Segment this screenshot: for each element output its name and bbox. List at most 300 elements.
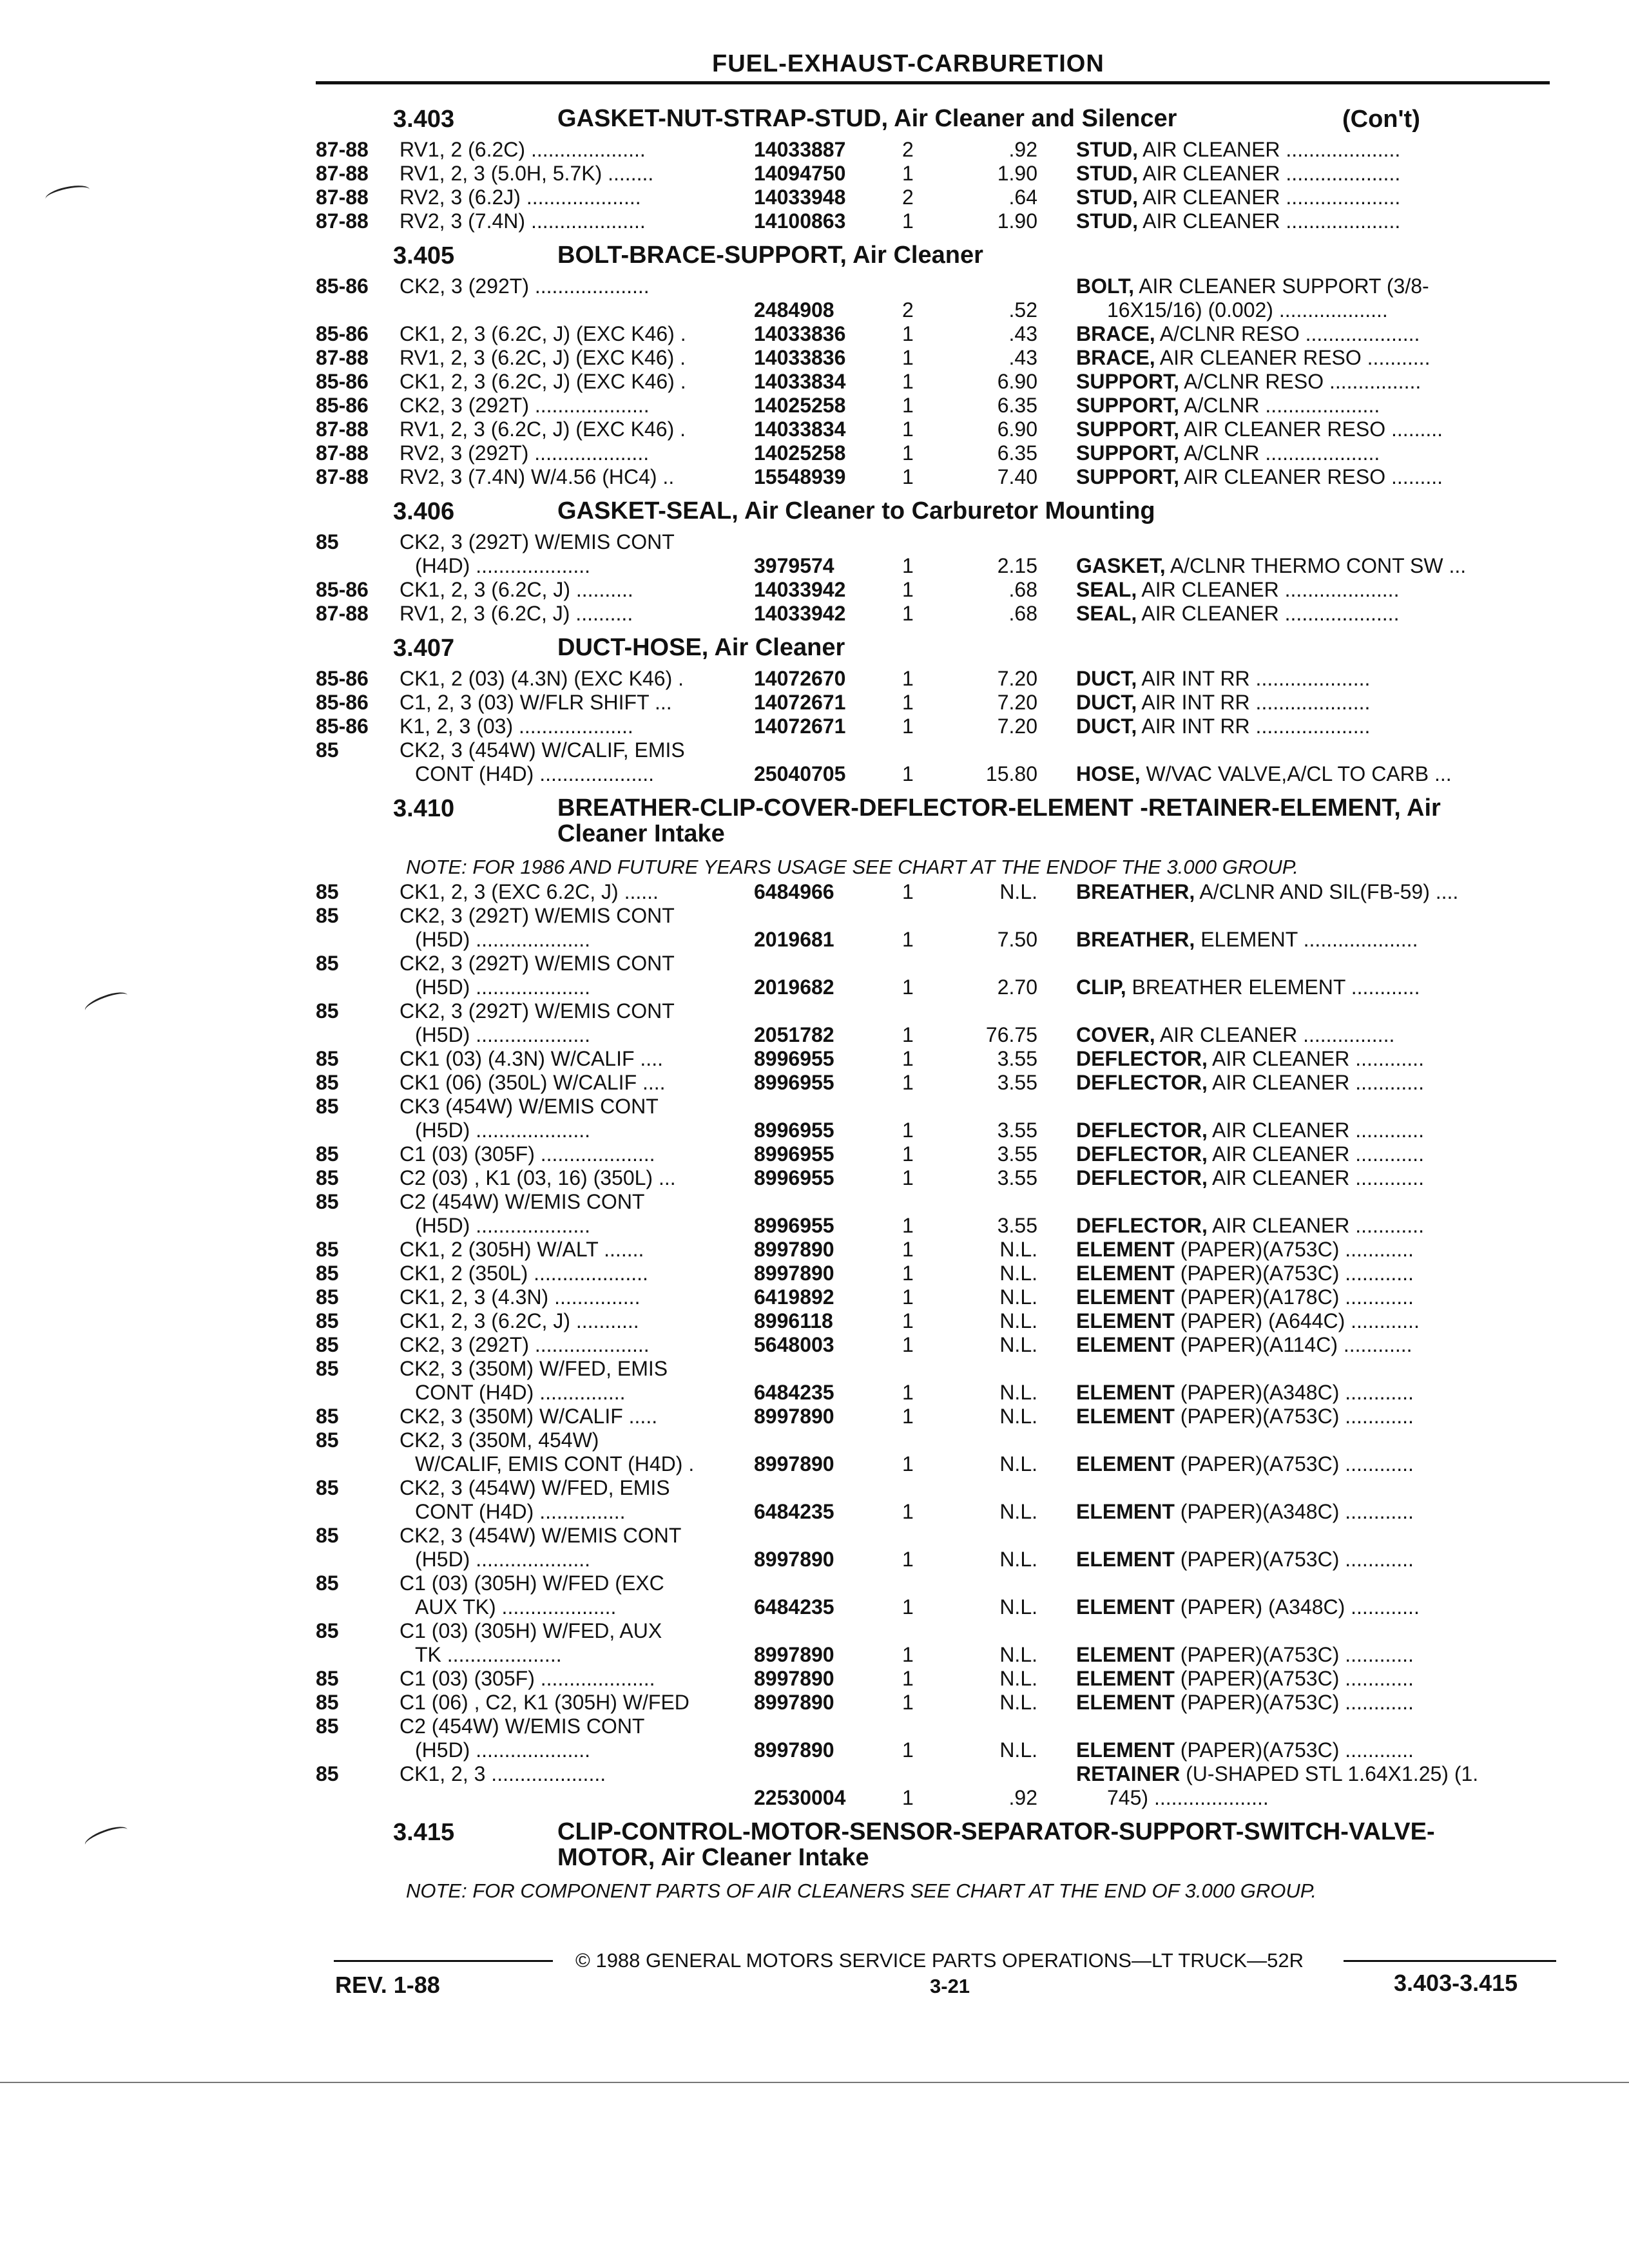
part-name-line: ELEMENT (PAPER)(A178C) ............ <box>1076 1285 1414 1309</box>
part-name <box>1076 394 1553 418</box>
model-years: 85 <box>316 1047 339 1070</box>
price: 2.15 <box>997 554 1037 577</box>
part-name <box>1076 1333 1553 1357</box>
description-line: RV1, 2, 3 (5.0H, 5.7K) ........ <box>400 162 654 185</box>
application-description <box>400 1691 689 1715</box>
part-row <box>316 346 1559 370</box>
quantity: 1 <box>902 762 914 785</box>
part-number: 14033836 <box>754 346 846 369</box>
quantity: 1 <box>902 1548 914 1571</box>
parts-catalog <box>316 97 1559 1904</box>
part-number: 2051782 <box>754 1023 834 1046</box>
description-line: W/CALIF, EMIS CONT (H4D) . <box>415 1452 695 1475</box>
section-heading <box>316 629 1559 667</box>
part-number: 15548939 <box>754 465 846 488</box>
part-name <box>1076 209 1553 233</box>
price: .43 <box>1008 322 1037 345</box>
quantity: 1 <box>902 1333 914 1356</box>
part-name-line: ELEMENT (PAPER)(A348C) ............ <box>1076 1381 1414 1404</box>
price: 6.35 <box>997 441 1037 465</box>
price: 7.40 <box>997 465 1037 488</box>
part-name-line: BREATHER, ELEMENT .................... <box>1076 928 1418 951</box>
price: 6.90 <box>997 370 1037 393</box>
quantity: 1 <box>902 1738 914 1762</box>
part-name-line: DUCT, AIR INT RR .................... <box>1076 667 1371 690</box>
application-description <box>400 162 653 186</box>
description-line: RV2, 3 (292T) .................... <box>400 441 650 465</box>
application-description <box>400 667 684 691</box>
part-row <box>316 370 1559 394</box>
application-description <box>400 602 633 626</box>
part-row <box>316 1405 1559 1428</box>
application-description <box>400 1571 664 1619</box>
price: N.L. <box>999 1738 1037 1762</box>
part-name <box>1076 1405 1553 1428</box>
price: .68 <box>1008 578 1037 601</box>
part-name-line: DEFLECTOR, AIR CLEANER ............ <box>1076 1119 1424 1142</box>
part-name-line: GASKET, A/CLNR THERMO CONT SW ... <box>1076 554 1467 577</box>
section-title: GASKET-SEAL, Air Cleaner to Carburetor Mounting <box>557 497 1155 524</box>
application-description <box>400 394 650 418</box>
description-line: C1 (03) (305H) W/FED, AUX <box>400 1619 662 1642</box>
model-years: 85 <box>316 1667 339 1690</box>
description-line: RV2, 3 (7.4N) W/4.56 (HC4) .. <box>400 465 675 488</box>
part-name <box>1076 1071 1553 1095</box>
application-description <box>400 1405 657 1428</box>
price: .64 <box>1008 186 1037 209</box>
description-line: CK1 (03) (4.3N) W/CALIF .... <box>400 1047 663 1070</box>
part-row <box>316 880 1559 904</box>
price: 3.55 <box>997 1214 1037 1237</box>
part-number: 2484908 <box>754 298 834 322</box>
quantity: 1 <box>902 1214 914 1237</box>
price: .52 <box>1008 298 1037 322</box>
description-line: CK2, 3 (350M) W/FED, EMIS <box>400 1357 668 1380</box>
part-name-line: SUPPORT, AIR CLEANER RESO ......... <box>1076 465 1443 488</box>
section-heading <box>316 237 1559 274</box>
description-line: AUX TK) .................... <box>415 1595 617 1619</box>
application-description <box>400 1524 681 1571</box>
model-years: 85-86 <box>316 715 369 738</box>
part-name <box>1076 138 1553 162</box>
part-name-line: SEAL, AIR CLEANER .................... <box>1076 578 1400 601</box>
part-name-line: 745) .................... <box>1107 1786 1269 1809</box>
part-number: 6484235 <box>754 1595 834 1619</box>
part-row <box>316 138 1559 162</box>
section-title: CLIP-CONTROL-MOTOR-SENSOR-SEPARATOR-SUPPORT-SWITCH-VALVE-MOTOR, Air Cleaner Intake <box>557 1818 1435 1871</box>
part-name <box>1076 1738 1553 1762</box>
part-name <box>1076 441 1553 465</box>
quantity: 1 <box>902 370 914 393</box>
part-number: 8996955 <box>754 1047 834 1070</box>
part-name <box>1076 1047 1553 1071</box>
part-number: 8997890 <box>754 1691 834 1714</box>
quantity: 1 <box>902 602 914 625</box>
scan-edge-line <box>0 2082 1629 2083</box>
description-line: CK1, 2 (350L) .................... <box>400 1262 648 1285</box>
part-name-line: ELEMENT (PAPER) (A348C) ............ <box>1076 1595 1420 1619</box>
part-name-line: ELEMENT (PAPER)(A753C) ............ <box>1076 1643 1414 1666</box>
model-years: 85-86 <box>316 667 369 690</box>
model-years: 85 <box>316 1333 339 1356</box>
model-years: 85 <box>316 1238 339 1261</box>
application-description <box>400 1476 670 1524</box>
model-years: 87-88 <box>316 418 369 441</box>
part-row <box>316 904 1559 952</box>
part-name-line: SUPPORT, A/CLNR .................... <box>1076 441 1380 465</box>
section-number: 3.405 <box>393 242 455 269</box>
price: N.L. <box>999 1691 1037 1714</box>
part-name <box>1076 1119 1553 1142</box>
part-name-line: DEFLECTOR, AIR CLEANER ............ <box>1076 1166 1424 1189</box>
part-name-line: STUD, AIR CLEANER .................... <box>1076 162 1401 185</box>
part-number: 14072671 <box>754 715 846 738</box>
model-years: 85 <box>316 1357 339 1380</box>
application-description <box>400 465 674 489</box>
model-years: 85 <box>316 1715 339 1738</box>
model-years: 85 <box>316 904 339 927</box>
scan-mark <box>82 1823 130 1852</box>
quantity: 1 <box>902 1643 914 1666</box>
scan-mark <box>82 988 130 1018</box>
price: N.L. <box>999 880 1037 903</box>
model-years: 85-86 <box>316 691 369 714</box>
part-name <box>1076 1762 1553 1810</box>
model-years: 85 <box>316 1142 339 1166</box>
description-line: C1 (03) (305H) W/FED (EXC <box>400 1571 664 1595</box>
description-line: CK3 (454W) W/EMIS CONT <box>400 1095 659 1118</box>
price: N.L. <box>999 1309 1037 1332</box>
part-name-line: STUD, AIR CLEANER .................... <box>1076 186 1401 209</box>
quantity: 1 <box>902 880 914 903</box>
price: .92 <box>1008 1786 1037 1809</box>
section-title: BREATHER-CLIP-COVER-DEFLECTOR-ELEMENT -RETAINER-ELEMENT, Air Cleaner Intake <box>557 794 1441 847</box>
part-name <box>1076 370 1553 394</box>
price: N.L. <box>999 1452 1037 1475</box>
part-name <box>1076 1691 1553 1715</box>
price: 3.55 <box>997 1119 1037 1142</box>
section-title: DUCT-HOSE, Air Cleaner <box>557 634 845 661</box>
part-row <box>316 394 1559 418</box>
part-number: 14033948 <box>754 186 846 209</box>
application-description <box>400 441 649 465</box>
part-name-line: DEFLECTOR, AIR CLEANER ............ <box>1076 1214 1424 1237</box>
description-line: C1, 2, 3 (03) W/FLR SHIFT ... <box>400 691 672 714</box>
part-row <box>316 1309 1559 1333</box>
part-name <box>1076 1285 1553 1309</box>
part-name <box>1076 346 1553 370</box>
section-number: 3.403 <box>393 106 455 133</box>
quantity: 1 <box>902 554 914 577</box>
part-name <box>1076 1548 1553 1571</box>
description-line: (H5D) .................... <box>415 1548 591 1571</box>
page-header-title: FUEL-EXHAUST-CARBURETION <box>712 50 1104 77</box>
part-number: 8997890 <box>754 1238 834 1261</box>
part-row <box>316 1238 1559 1262</box>
part-row <box>316 441 1559 465</box>
quantity: 1 <box>902 1119 914 1142</box>
application-description <box>400 370 686 394</box>
part-row <box>316 1047 1559 1071</box>
application-description <box>400 904 675 952</box>
price: 3.55 <box>997 1166 1037 1189</box>
section-continued: (Con't) <box>1342 106 1420 133</box>
model-years: 85 <box>316 1095 339 1118</box>
part-row <box>316 1166 1559 1190</box>
model-years: 87-88 <box>316 346 369 369</box>
quantity: 1 <box>902 1023 914 1046</box>
description-line: (H5D) .................... <box>415 975 591 999</box>
description-line: CK1, 2, 3 (6.2C, J) ........... <box>400 1309 639 1332</box>
part-name-line: SUPPORT, AIR CLEANER RESO ......... <box>1076 418 1443 441</box>
model-years: 85 <box>316 952 339 975</box>
model-years: 85-86 <box>316 274 369 298</box>
part-number: 14094750 <box>754 162 846 185</box>
part-name <box>1076 975 1553 999</box>
part-name-line: ELEMENT (PAPER)(A753C) ............ <box>1076 1452 1414 1475</box>
price: 1.90 <box>997 162 1037 185</box>
quantity: 1 <box>902 1667 914 1690</box>
application-description <box>400 952 675 999</box>
part-row <box>316 1715 1559 1762</box>
part-row <box>316 715 1559 738</box>
quantity: 1 <box>902 1786 914 1809</box>
part-name <box>1076 762 1553 786</box>
part-number: 14100863 <box>754 209 846 233</box>
part-row <box>316 602 1559 626</box>
part-name-line: ELEMENT (PAPER)(A348C) ............ <box>1076 1500 1414 1523</box>
part-number: 14033836 <box>754 322 846 345</box>
description-line: C2 (454W) W/EMIS CONT <box>400 1190 645 1213</box>
application-description <box>400 1142 655 1166</box>
part-number: 8996955 <box>754 1071 834 1094</box>
section-number: 3.415 <box>393 1819 455 1846</box>
part-number: 25040705 <box>754 762 846 785</box>
quantity: 1 <box>902 1381 914 1404</box>
application-description <box>400 715 633 738</box>
price: 6.35 <box>997 394 1037 417</box>
description-line: CK1, 2, 3 (EXC 6.2C, J) ...... <box>400 880 659 903</box>
description-line: RV2, 3 (6.2J) .................... <box>400 186 641 209</box>
application-description <box>400 1428 694 1476</box>
application-description <box>400 1333 650 1357</box>
application-description <box>400 999 675 1047</box>
section-heading <box>316 101 1559 138</box>
part-name <box>1076 667 1553 691</box>
section-title: GASKET-NUT-STRAP-STUD, Air Cleaner and Silencer <box>557 105 1177 132</box>
part-number: 14072671 <box>754 691 846 714</box>
part-name <box>1076 1262 1553 1285</box>
application-description <box>400 1619 662 1667</box>
part-row <box>316 530 1559 578</box>
part-name <box>1076 554 1553 578</box>
part-row <box>316 162 1559 186</box>
part-name-line: ELEMENT (PAPER)(A753C) ............ <box>1076 1691 1414 1714</box>
part-number: 22530004 <box>754 1786 846 1809</box>
description-line: (H5D) .................... <box>415 1119 591 1142</box>
price: 6.90 <box>997 418 1037 441</box>
model-years: 87-88 <box>316 465 369 488</box>
model-years: 85 <box>316 880 339 903</box>
model-years: 85-86 <box>316 394 369 417</box>
application-description <box>400 880 659 904</box>
part-number: 8997890 <box>754 1452 834 1475</box>
part-name <box>1076 1309 1553 1333</box>
scan-mark <box>44 182 91 206</box>
description-line: CK1, 2, 3 (6.2C, J) .......... <box>400 578 633 601</box>
application-description <box>400 691 672 715</box>
part-number: 14033887 <box>754 138 846 161</box>
model-years: 87-88 <box>316 209 369 233</box>
model-years: 85 <box>316 1071 339 1094</box>
description-line: RV1, 2, 3 (6.2C, J) (EXC K46) . <box>400 418 686 441</box>
price: N.L. <box>999 1381 1037 1404</box>
description-line: CK2, 3 (292T) W/EMIS CONT <box>400 952 675 975</box>
description-line: CK1, 2, 3 .................... <box>400 1762 606 1785</box>
description-line: CK2, 3 (350M) W/CALIF ..... <box>400 1405 658 1428</box>
part-name-line: RETAINER (U-SHAPED STL 1.64X1.25) (1. <box>1076 1762 1479 1785</box>
part-number: 8997890 <box>754 1738 834 1762</box>
quantity: 1 <box>902 1071 914 1094</box>
price: 7.20 <box>997 667 1037 690</box>
price: .43 <box>1008 346 1037 369</box>
part-number: 14033942 <box>754 578 846 601</box>
quantity: 1 <box>902 1142 914 1166</box>
application-description <box>400 1357 668 1405</box>
description-line: CK2, 3 (292T) W/EMIS CONT <box>400 530 675 553</box>
part-name <box>1076 1238 1553 1262</box>
description-line: CK1, 2 (305H) W/ALT ....... <box>400 1238 644 1261</box>
price: 3.55 <box>997 1142 1037 1166</box>
description-line: CK2, 3 (454W) W/FED, EMIS <box>400 1476 670 1499</box>
quantity: 1 <box>902 1262 914 1285</box>
quantity: 1 <box>902 1166 914 1189</box>
part-name <box>1076 1500 1553 1524</box>
section-number: 3.410 <box>393 795 455 822</box>
price: 3.55 <box>997 1071 1037 1094</box>
part-name-line: ELEMENT (PAPER)(A753C) ............ <box>1076 1667 1414 1690</box>
model-years: 85 <box>316 1309 339 1332</box>
description-line: (H5D) .................... <box>415 1738 591 1762</box>
description-line: CK1, 2, 3 (6.2C, J) (EXC K46) . <box>400 322 686 345</box>
application-description <box>400 1047 663 1071</box>
quantity: 1 <box>902 578 914 601</box>
part-name-line: ELEMENT (PAPER)(A753C) ............ <box>1076 1405 1414 1428</box>
part-name-line: ELEMENT (PAPER)(A753C) ............ <box>1076 1548 1414 1571</box>
section-note: NOTE: FOR COMPONENT PARTS OF AIR CLEANERS SEE CHART AT THE END OF 3.000 GROUP. <box>406 1879 1317 1902</box>
description-line: RV2, 3 (7.4N) .................... <box>400 209 646 233</box>
model-years: 87-88 <box>316 138 369 161</box>
part-row <box>316 1262 1559 1285</box>
quantity: 1 <box>902 209 914 233</box>
part-name-line: DEFLECTOR, AIR CLEANER ............ <box>1076 1047 1424 1070</box>
description-line: CK2, 3 (292T) .................... <box>400 274 650 298</box>
part-row <box>316 1190 1559 1238</box>
model-years: 85 <box>316 1524 339 1547</box>
quantity: 1 <box>902 441 914 465</box>
price: N.L. <box>999 1643 1037 1666</box>
part-number: 8997890 <box>754 1262 834 1285</box>
section-heading <box>316 493 1559 530</box>
part-row <box>316 738 1559 786</box>
part-row <box>316 667 1559 691</box>
price: .68 <box>1008 602 1037 625</box>
model-years: 87-88 <box>316 441 369 465</box>
part-name-line: ELEMENT (PAPER)(A114C) ............ <box>1076 1333 1412 1356</box>
application-description <box>400 1071 666 1095</box>
part-name <box>1076 418 1553 441</box>
section-number: 3.406 <box>393 498 455 525</box>
description-line: TK .................... <box>415 1643 562 1666</box>
model-years: 87-88 <box>316 162 369 185</box>
price: 1.90 <box>997 209 1037 233</box>
part-number: 6484235 <box>754 1381 834 1404</box>
part-number: 8997890 <box>754 1405 834 1428</box>
model-years: 85 <box>316 1190 339 1213</box>
part-row <box>316 1142 1559 1166</box>
description-line: RV1, 2 (6.2C) .................... <box>400 138 646 161</box>
description-line: CK1, 2, 3 (4.3N) ............... <box>400 1285 641 1309</box>
price: 7.50 <box>997 928 1037 951</box>
part-number: 14033834 <box>754 370 846 393</box>
part-name-line: DEFLECTOR, AIR CLEANER ............ <box>1076 1142 1424 1166</box>
quantity: 1 <box>902 1309 914 1332</box>
part-name-line: CLIP, BREATHER ELEMENT ............ <box>1076 975 1420 999</box>
description-line: CONT (H4D) ............... <box>415 1500 626 1523</box>
section-note: NOTE: FOR 1986 AND FUTURE YEARS USAGE SEE CHART AT THE ENDOF THE 3.000 GROUP. <box>406 856 1298 878</box>
description-line: RV1, 2, 3 (6.2C, J) .......... <box>400 602 633 625</box>
footer-rule <box>334 1960 553 1962</box>
quantity: 1 <box>902 162 914 185</box>
part-name <box>1076 1023 1553 1047</box>
application-description <box>400 346 686 370</box>
part-row <box>316 1619 1559 1667</box>
part-name-line: DEFLECTOR, AIR CLEANER ............ <box>1076 1071 1424 1094</box>
description-line: K1, 2, 3 (03) .................... <box>400 715 633 738</box>
part-number: 14033834 <box>754 418 846 441</box>
part-name <box>1076 274 1553 322</box>
quantity: 1 <box>902 715 914 738</box>
part-number: 14025258 <box>754 441 846 465</box>
description-line: CK2, 3 (292T) W/EMIS CONT <box>400 999 675 1023</box>
model-years: 85 <box>316 1691 339 1714</box>
part-name-line: DUCT, AIR INT RR .................... <box>1076 715 1371 738</box>
model-years: 85-86 <box>316 578 369 601</box>
part-row <box>316 691 1559 715</box>
description-line: C2 (03) , K1 (03, 16) (350L) ... <box>400 1166 676 1189</box>
part-name <box>1076 602 1553 626</box>
part-row <box>316 1071 1559 1095</box>
part-row <box>316 1285 1559 1309</box>
part-row <box>316 1476 1559 1524</box>
description-line: CONT (H4D) ............... <box>415 1381 626 1404</box>
part-row <box>316 418 1559 441</box>
part-name <box>1076 1452 1553 1476</box>
description-line: RV1, 2, 3 (6.2C, J) (EXC K46) . <box>400 346 686 369</box>
price: 3.55 <box>997 1047 1037 1070</box>
model-years: 85 <box>316 1285 339 1309</box>
part-name <box>1076 928 1553 952</box>
section-range: 3.403-3.415 <box>1394 1970 1518 1996</box>
quantity: 1 <box>902 667 914 690</box>
part-name-line: SEAL, AIR CLEANER .................... <box>1076 602 1400 625</box>
part-name-line: DUCT, AIR INT RR .................... <box>1076 691 1371 714</box>
quantity: 1 <box>902 928 914 951</box>
revision-label: REV. 1-88 <box>335 1972 440 1998</box>
application-description <box>400 1262 648 1285</box>
quantity: 1 <box>902 1595 914 1619</box>
part-row <box>316 1524 1559 1571</box>
